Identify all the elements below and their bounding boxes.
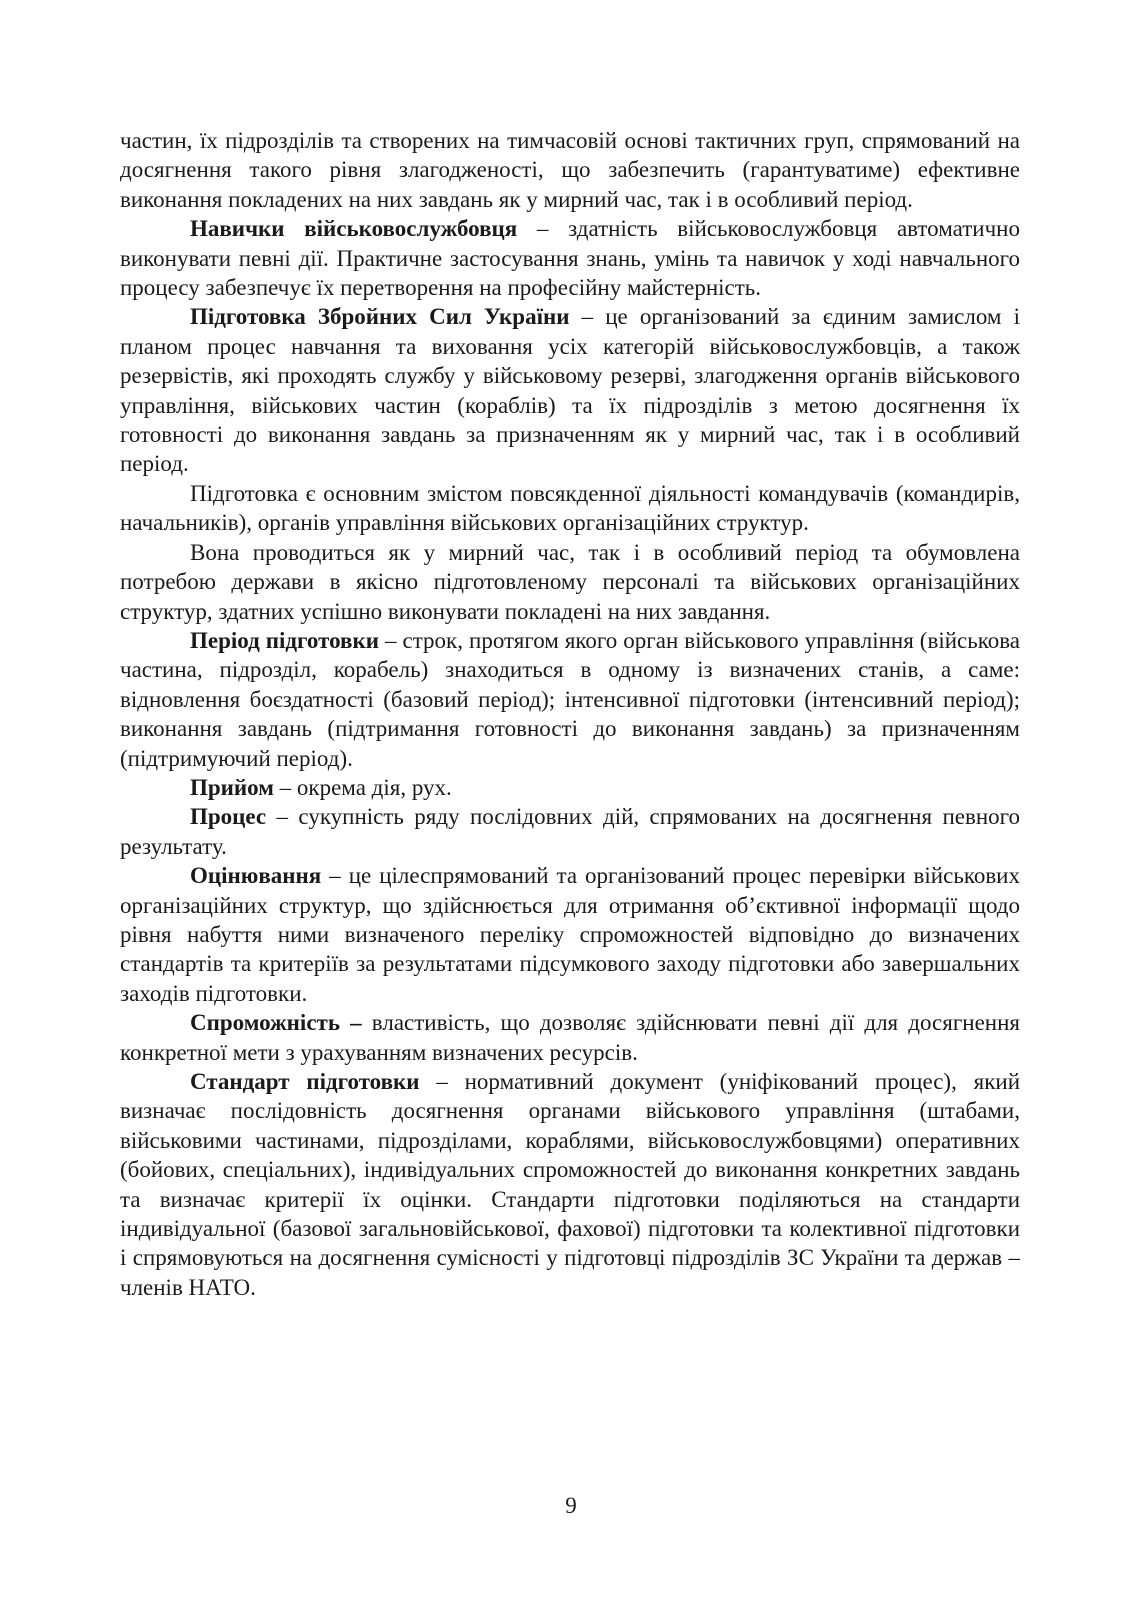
paragraph-technique-definition xyxy=(120,773,1020,802)
paragraph-training-conduct xyxy=(120,538,1020,626)
term-heading: Період підготовки xyxy=(190,627,379,653)
document-page xyxy=(120,126,1020,1302)
paragraph-standard-definition xyxy=(120,1067,1020,1302)
paragraph-text: властивість, що дозволяє здійснювати певні дії для досягнення конкретної мети з урахуванням визначених ресурсів. xyxy=(120,1010,1020,1065)
paragraph-text: – нормативний документ (уніфікований процес), який визначає послідовність досягнення органами військового управління (штабами, військовими частинами, підрозділами, кораблями, військовослужбовцями) оперативних (бойових, спеціальних), індивідуальних спроможностей до виконання конкретних завдань та визначає критерії їх оцінки. Стандарти підготовки поділяються на стандарти індивідуальної (базової загальновійськової, фахової) підготовки та колективної підготовки і спрямовуються на досягнення сумісності у підготовці підрозділів ЗС України та держав – членів НАТО. xyxy=(120,1069,1020,1300)
page-number: 9 xyxy=(565,1493,577,1518)
paragraph-evaluation-definition xyxy=(120,861,1020,1008)
paragraph-training-definition xyxy=(120,302,1020,478)
paragraph-text: Вона проводиться як у мирний час, так і в особливий період та обумовлена потребою держави в якісно підготовленому персоналі та військових організаційних структур, здатних успішно виконувати покладені на них завдання. xyxy=(120,539,1020,624)
paragraph-text: частин, їх підрозділів та створених на тимчасовій основі тактичних груп, спрямований на досягнення такого рівня злагодженості, що забезпечить (гарантуватиме) ефективне виконання покладених на них завдань як у мирний час, так і в особливий період. xyxy=(120,128,1020,212)
term-heading: Прийом xyxy=(190,774,274,800)
paragraph-text: – окрема дія, рух. xyxy=(273,774,452,800)
term-heading: Спроможність – xyxy=(190,1010,362,1036)
paragraph-continuation xyxy=(120,126,1020,214)
paragraph-skills-definition xyxy=(120,214,1020,302)
paragraph-text: – строк, протягом якого орган військового управління (військова частина, підрозділ, корабель) знаходиться в одному із визначених станів, а саме: відновлення боєздатності (базовий період); інтенсивної підготовки (інтенсивний період); виконання завдань (підтримання готовності до виконання завдань) за призначенням (підтримуючий період). xyxy=(120,627,1020,771)
term-heading: Навички військовослужбовця xyxy=(190,216,518,242)
term-heading: Процес xyxy=(190,804,267,830)
paragraph-text: – це цілеспрямований та організований процес перевірки військових організаційних структур, що здійснюється для отримання об’єктивної інформації щодо рівня набуття ними визначеного переліку спроможностей відповідно до визначених стандартів та критеріїв за результатами підсумкового заходу підготовки або завершальних заходів підготовки. xyxy=(120,863,1020,1006)
term-heading: Стандарт підготовки xyxy=(190,1069,420,1094)
paragraph-process-definition xyxy=(120,802,1020,861)
paragraph-text: – сукупність ряду послідовних дій, спрямованих на досягнення певного результату. xyxy=(120,804,1020,859)
paragraph-capability-definition xyxy=(120,1008,1020,1067)
paragraph-text: Підготовка є основним змістом повсякденної діяльності командувачів (командирів, начальників), органів управління військових організаційних структур. xyxy=(120,480,1020,536)
paragraph-text: – це організований за єдиним замислом і планом процес навчання та виховання усіх категорій військовослужбовців, а також резервістів, які проходять службу у військовому резерві, злагодження органів військового управління, військових частин (кораблів) та їх підрозділів з метою досягнення їх готовності до виконання завдань за призначенням як у мирний час, так і в особливий період. xyxy=(120,304,1020,477)
paragraph-text: – здатність військовослужбовця автоматично виконувати певні дії. Практичне застосування знань, умінь та навичок у ході навчального процесу забезпечує їх перетворення на професійну майстерність. xyxy=(120,216,1020,301)
term-heading: Оцінювання xyxy=(190,863,322,889)
term-heading: Підготовка Збройних Сил України xyxy=(190,304,570,330)
paragraph-period-definition xyxy=(120,626,1020,773)
paragraph-training-content xyxy=(120,479,1020,538)
